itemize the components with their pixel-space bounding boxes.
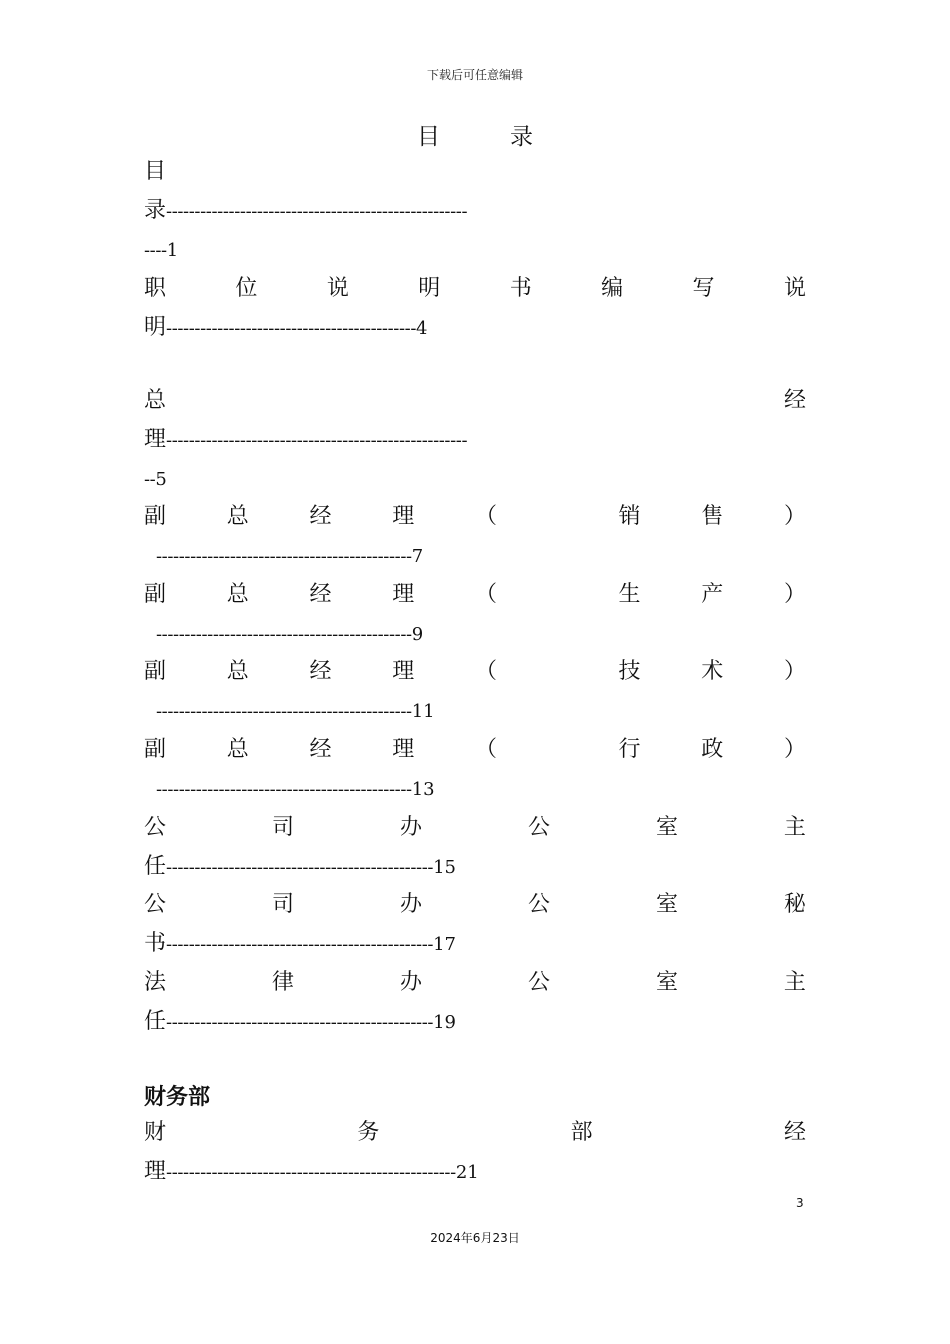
toc-char: 政 [701,737,724,762]
toc-char: 职 [144,276,167,301]
toc-char: 室 [655,892,678,917]
section-heading: 财务部 [144,1085,211,1110]
toc-char: 理 [392,737,415,762]
toc-char: 行 [618,737,641,762]
leader-dashes: ----------------------------------------------------- [166,430,468,451]
toc-char: 经 [309,504,332,529]
toc-char: ） [783,582,806,607]
toc-entry-zongjingli-line3[interactable] [144,464,806,494]
toc-char: 明 [418,276,441,301]
page-header: 下载后可任意编辑 [426,68,523,82]
toc-char: 公 [144,815,167,840]
toc-char: ） [783,504,806,529]
toc-page-number: 9 [411,624,424,645]
toc-entry-text: 目 [144,159,167,184]
leader-dashes: ----------------------------------------------- [166,1012,434,1033]
toc-char: 说 [783,276,806,301]
leader-dashes: --------------------------------------------- [156,779,412,800]
toc-entry-mulu-line1[interactable] [144,157,806,187]
toc-char: 公 [144,892,167,917]
toc-page-number: 21 [455,1162,479,1183]
toc-char: 总 [226,504,249,529]
toc-page-number: 11 [411,701,435,722]
toc-char: 部 [570,1120,593,1145]
toc-char: （ [475,504,498,529]
toc-entry-fuzong-shengchan-line1[interactable] [144,580,806,610]
toc-entry-bangongshi-zhuren-line2[interactable] [144,852,806,882]
toc-char: 司 [271,815,294,840]
toc-entry-caiwu-jingli-line2[interactable] [144,1157,806,1187]
toc-char: 经 [783,1120,806,1145]
toc-entry-bangongshi-mishu-line2[interactable] [144,929,806,959]
toc-char: 律 [271,970,294,995]
toc-char: （ [475,659,498,684]
toc-char: 务 [357,1120,380,1145]
toc-char: 司 [271,892,294,917]
toc-char: 书 [509,276,532,301]
toc-entry-fuzong-xingzheng-line1[interactable] [144,735,806,765]
toc-char: 理 [392,582,415,607]
toc-page-number: 17 [433,934,456,955]
toc-char: 说 [326,276,349,301]
toc-char: 室 [655,970,678,995]
toc-entry-bianxie-line1[interactable] [144,274,806,304]
toc-entry-text: 明 [144,315,167,340]
toc-entry-zongjingli-line1[interactable] [144,386,806,416]
toc-entry-fuzong-jishu-line1[interactable] [144,657,806,687]
toc-char: 写 [692,276,715,301]
leader-dashes: ---- [144,240,167,261]
toc-char: 生 [618,582,641,607]
toc-char: 副 [144,504,167,529]
toc-entry-text: 理 [144,1159,167,1184]
page-footer-date: 2024年6月23日 [430,1231,520,1245]
toc-char: 产 [701,582,724,607]
toc-char: 销 [618,504,641,529]
toc-char: （ [475,582,498,607]
toc-entry-text: 书 [144,931,167,956]
toc-entry-mulu-line2[interactable] [144,196,806,226]
toc-char: 理 [392,659,415,684]
toc-entry-falv-zhuren-line1[interactable] [144,968,806,998]
toc-char: 副 [144,582,167,607]
toc-char: 秘 [783,892,806,917]
toc-page-number: 19 [433,1012,456,1033]
toc-char: 售 [701,504,724,529]
toc-char: ） [783,737,806,762]
toc-entry-bangongshi-zhuren-line1[interactable] [144,813,806,843]
toc-entry-text: 任 [144,854,167,879]
toc-page-number: 7 [411,546,424,567]
toc-entry-text: 理 [144,427,167,452]
toc-char: 副 [144,659,167,684]
toc-page-number: 13 [411,779,435,800]
toc-char: 编 [601,276,624,301]
toc-entry-bianxie-line2[interactable] [144,313,806,343]
leader-dashes: -- [144,469,156,490]
toc-char: 主 [783,970,806,995]
toc-char: 理 [392,504,415,529]
toc-page-number: 15 [433,857,456,878]
toc-entry-fuzong-xingzheng-line2[interactable] [144,774,818,804]
toc-char: 室 [655,815,678,840]
toc-char: 术 [701,659,724,684]
leader-dashes: ----------------------------------------------------- [166,201,468,222]
toc-char: 办 [399,815,422,840]
toc-entry-text: 录 [144,198,167,223]
toc-entry-text: 任 [144,1009,167,1034]
leader-dashes: --------------------------------------------- [156,546,412,567]
toc-entry-mulu-line3[interactable] [144,235,806,265]
toc-char: 办 [399,892,422,917]
leader-dashes: ----------------------------------------------- [166,857,434,878]
toc-char: 主 [783,815,806,840]
toc-char: 办 [399,970,422,995]
toc-entry-fuzong-shengchan-line2[interactable] [144,619,818,649]
toc-char: 技 [618,659,641,684]
toc-entry-falv-zhuren-line2[interactable] [144,1007,806,1037]
toc-char: 副 [144,737,167,762]
toc-char: 位 [235,276,258,301]
toc-entry-fuzong-jishu-line2[interactable] [144,696,818,726]
toc-char: 总 [226,659,249,684]
toc-char: 经 [309,659,332,684]
toc-char: （ [475,737,498,762]
leader-dashes: ----------------------------------------------- [166,934,434,955]
page-number: 3 [796,1196,804,1210]
toc-page-number: 5 [155,469,167,490]
toc-entry-bangongshi-mishu-line1[interactable] [144,890,806,920]
toc-char: 总 [144,388,167,413]
toc-char: 经 [309,582,332,607]
toc-entry-caiwu-jingli-line1[interactable] [144,1118,806,1148]
toc-char: 公 [527,815,550,840]
leader-dashes: --------------------------------------------- [156,701,412,722]
leader-dashes: --------------------------------------------- [156,624,412,645]
toc-char: ） [783,659,806,684]
toc-title: 目录 [417,124,603,150]
toc-char: 经 [783,388,806,413]
leader-dashes: --------------------------------------------------- [166,1162,456,1183]
toc-char: 总 [226,582,249,607]
toc-char: 财 [144,1120,167,1145]
toc-char: 法 [144,970,167,995]
toc-entry-fuzong-xiaoshou-line1[interactable] [144,502,806,532]
toc-char: 公 [527,970,550,995]
toc-char: 总 [226,737,249,762]
toc-page-number: 4 [416,318,428,339]
toc-char: 公 [527,892,550,917]
toc-entry-zongjingli-line2[interactable] [144,425,806,455]
toc-char: 经 [309,737,332,762]
toc-entry-fuzong-xiaoshou-line2[interactable] [144,541,818,571]
toc-page-number: 1 [166,240,179,261]
leader-dashes: -------------------------------------------- [166,318,417,339]
